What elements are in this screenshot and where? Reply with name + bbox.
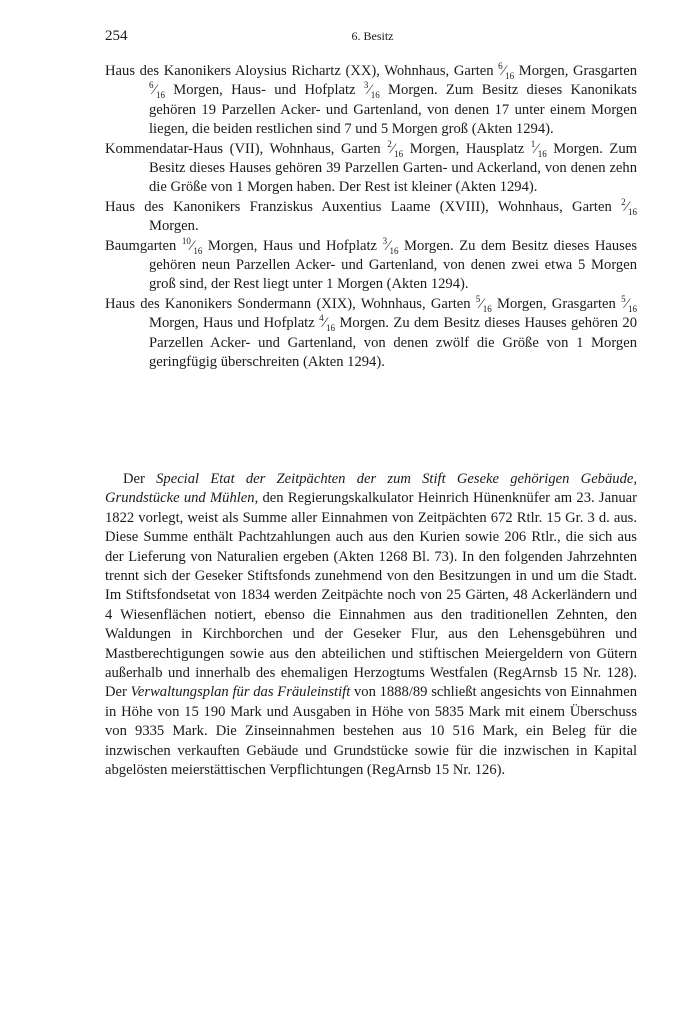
entry-text: Baumgarten xyxy=(105,237,182,254)
fraction-slash: ⁄ xyxy=(625,198,628,215)
entry-text: Morgen, Grasgarten xyxy=(514,63,638,79)
fraction-numerator: 1 xyxy=(530,138,536,149)
entry-text: Morgen. Zu dem Besitz dieses Hauses gehören 20 Parzellen Acker- und Gartenland, von denen zwölf die Größe von 1 Morgen geringfügig überschreiten (Akten 1294). xyxy=(149,315,637,371)
entry-text: Morgen, Grasgarten xyxy=(491,295,622,312)
property-entry xyxy=(105,62,637,140)
fraction xyxy=(382,235,399,256)
fraction-numerator: 6 xyxy=(498,61,503,72)
fraction-slash: ⁄ xyxy=(190,237,194,254)
fraction-numerator: 10 xyxy=(181,235,191,246)
fraction xyxy=(621,296,637,312)
entry-text: Morgen, Haus und Hofplatz xyxy=(149,315,320,332)
entry-text: Haus des Kanonikers Aloysius Richartz (XX), Wohnhaus, Garten xyxy=(105,63,499,79)
fraction xyxy=(621,196,637,217)
property-entry xyxy=(105,140,637,198)
fraction xyxy=(387,138,404,159)
fraction-slash: ⁄ xyxy=(153,82,156,99)
fraction-numerator: 6 xyxy=(149,80,154,91)
fraction xyxy=(319,313,336,334)
entry-text: Morgen. Zum Besitz dieses Kanonikats gehören 19 Parzellen Acker- und Gartenland, von denen 17 unter einem Morgen liegen, die beiden restlichen sind 7 und 5 Morgen groß (Akten 1294). xyxy=(149,82,637,138)
entry-text: Kommendatar-Haus (VII), Wohnhaus, Garten xyxy=(105,140,388,157)
page-number: 254 xyxy=(105,28,128,44)
fraction-numerator: 4 xyxy=(319,313,324,324)
fraction-numerator: 2 xyxy=(387,138,392,149)
fraction-denominator: 16 xyxy=(326,323,336,334)
fraction xyxy=(149,80,165,101)
fraction-denominator: 16 xyxy=(370,90,380,101)
fraction-denominator: 16 xyxy=(537,148,547,159)
paragraph-text: , den Regierungskalkulator Heinrich Hünenknüfer am 23. Januar 1822 vorlegt, weist als Summe aller Einnahmen von Zeitpächten 672 Rtlr. 15 Gr. 3 d. aus. Diese Summe enthält Pachtzahlungen auch aus den Kurien sowie 206 Rtlr., die sich aus der Lieferung von Naturalien ergeben (Akten 1268 Bl. 73). In den folgenden Jahrzehnten trennt sich der Geseker Stiftsfonds zunehmend von den Besitzungen in und um die Stadt. Im Stiftsfondsetat von 1834 werden Zeitpächte noch von 25 Gärten, 48 Ackerländern und 4 Wiesenflächen notiert, ebenso die Einnahmen aus den traditionellen Zehnten, den Waldungen in Kirchborchen und der Geseker Flur, aus den Lehensgebühren und Mastberechtigungen sowie aus den abteilichen und stiftischen Meiergeldern von Gütern außerhalb und innerhalb des ehemaligen Herzogtums Westfalen (RegArnsb 15 Nr. 128). Der xyxy=(105,490,637,701)
entry-text: Morgen. xyxy=(149,218,199,235)
entry-text: Haus des Kanonikers Sondermann (XIX), Wohnhaus, Garten xyxy=(105,295,476,312)
fraction-denominator: 16 xyxy=(394,148,404,159)
fraction-slash: ⁄ xyxy=(387,237,390,254)
property-entry xyxy=(105,198,637,237)
fraction-slash: ⁄ xyxy=(535,140,538,157)
page-header xyxy=(105,28,640,48)
body-paragraph xyxy=(105,470,637,781)
fraction xyxy=(181,235,203,256)
paragraph-text: Der xyxy=(123,471,157,487)
fraction xyxy=(530,138,547,159)
fraction-slash: ⁄ xyxy=(625,295,628,312)
entry-text: Morgen, Hausplatz xyxy=(403,140,531,157)
fraction xyxy=(363,80,380,101)
property-entry xyxy=(105,295,637,373)
fraction-denominator: 16 xyxy=(628,303,637,314)
fraction-slash: ⁄ xyxy=(323,315,327,332)
entry-text: Morgen, Haus und Hofplatz xyxy=(202,237,383,254)
fraction-numerator: 2 xyxy=(621,196,626,207)
fraction-denominator: 16 xyxy=(193,245,203,256)
fraction xyxy=(498,63,514,79)
fraction-slash: ⁄ xyxy=(368,82,371,99)
fraction-numerator: 5 xyxy=(475,294,481,305)
document-title-verwaltungsplan: Verwaltungsplan für das Fräuleinstift xyxy=(130,684,351,701)
fraction-numerator: 3 xyxy=(363,80,369,91)
fraction-denominator: 16 xyxy=(482,303,492,314)
fraction-slash: ⁄ xyxy=(480,295,483,312)
entry-text: Haus des Kanonikers Franziskus Auxentius Laame (XVIII), Wohnhaus, Garten xyxy=(105,198,622,215)
fraction xyxy=(476,296,492,312)
fraction-denominator: 16 xyxy=(155,90,165,101)
fraction-denominator: 16 xyxy=(389,245,399,256)
fraction-slash: ⁄ xyxy=(502,63,506,79)
property-entry xyxy=(105,237,637,295)
fraction-numerator: 5 xyxy=(621,294,626,305)
running-head: 6. Besitz xyxy=(351,29,394,43)
fraction-slash: ⁄ xyxy=(391,140,395,157)
property-list xyxy=(105,62,637,373)
entry-text: Morgen. Zu dem Besitz dieses Hauses gehören neun Parzellen Acker- und Gartenland, von denen zwei etwa 5 Morgen groß sind, der Rest liegt unter 1 Morgen (Akten 1294). xyxy=(149,237,637,293)
entry-text: Morgen, Haus- und Hofplatz xyxy=(164,82,364,99)
entry-text: Morgen. Zum Besitz dieses Hauses gehören 39 Parzellen Garten- und Ackerland, von denen zehn die Größe von 1 Morgen haben. Der Rest ist kleiner (Akten 1294). xyxy=(149,140,637,196)
document-title-special-etat: Special Etat der Zeitpächten der zum Stift Geseke gehörigen Gebäude, Grundstücke und Mühlen xyxy=(105,471,637,507)
paragraph-text: von 1888/89 schließt angesichts von Einnahmen in Höhe von 15 190 Mark und Ausgaben in Höhe von 5835 Mark mit einem Überschuss von 9335 Mark. Die Zinseinnahmen bestehen aus 10 516 Mark, ein Beleg für die inzwischen verkauften Gebäude und Grundstücke sowie für die inzwischen in Kapital abgelösten meierstättischen Verpflichtungen (RegArnsb 15 Nr. 126). xyxy=(105,684,637,779)
fraction-numerator: 3 xyxy=(382,235,388,246)
fraction-denominator: 16 xyxy=(628,206,637,217)
fraction-denominator: 16 xyxy=(505,70,515,81)
